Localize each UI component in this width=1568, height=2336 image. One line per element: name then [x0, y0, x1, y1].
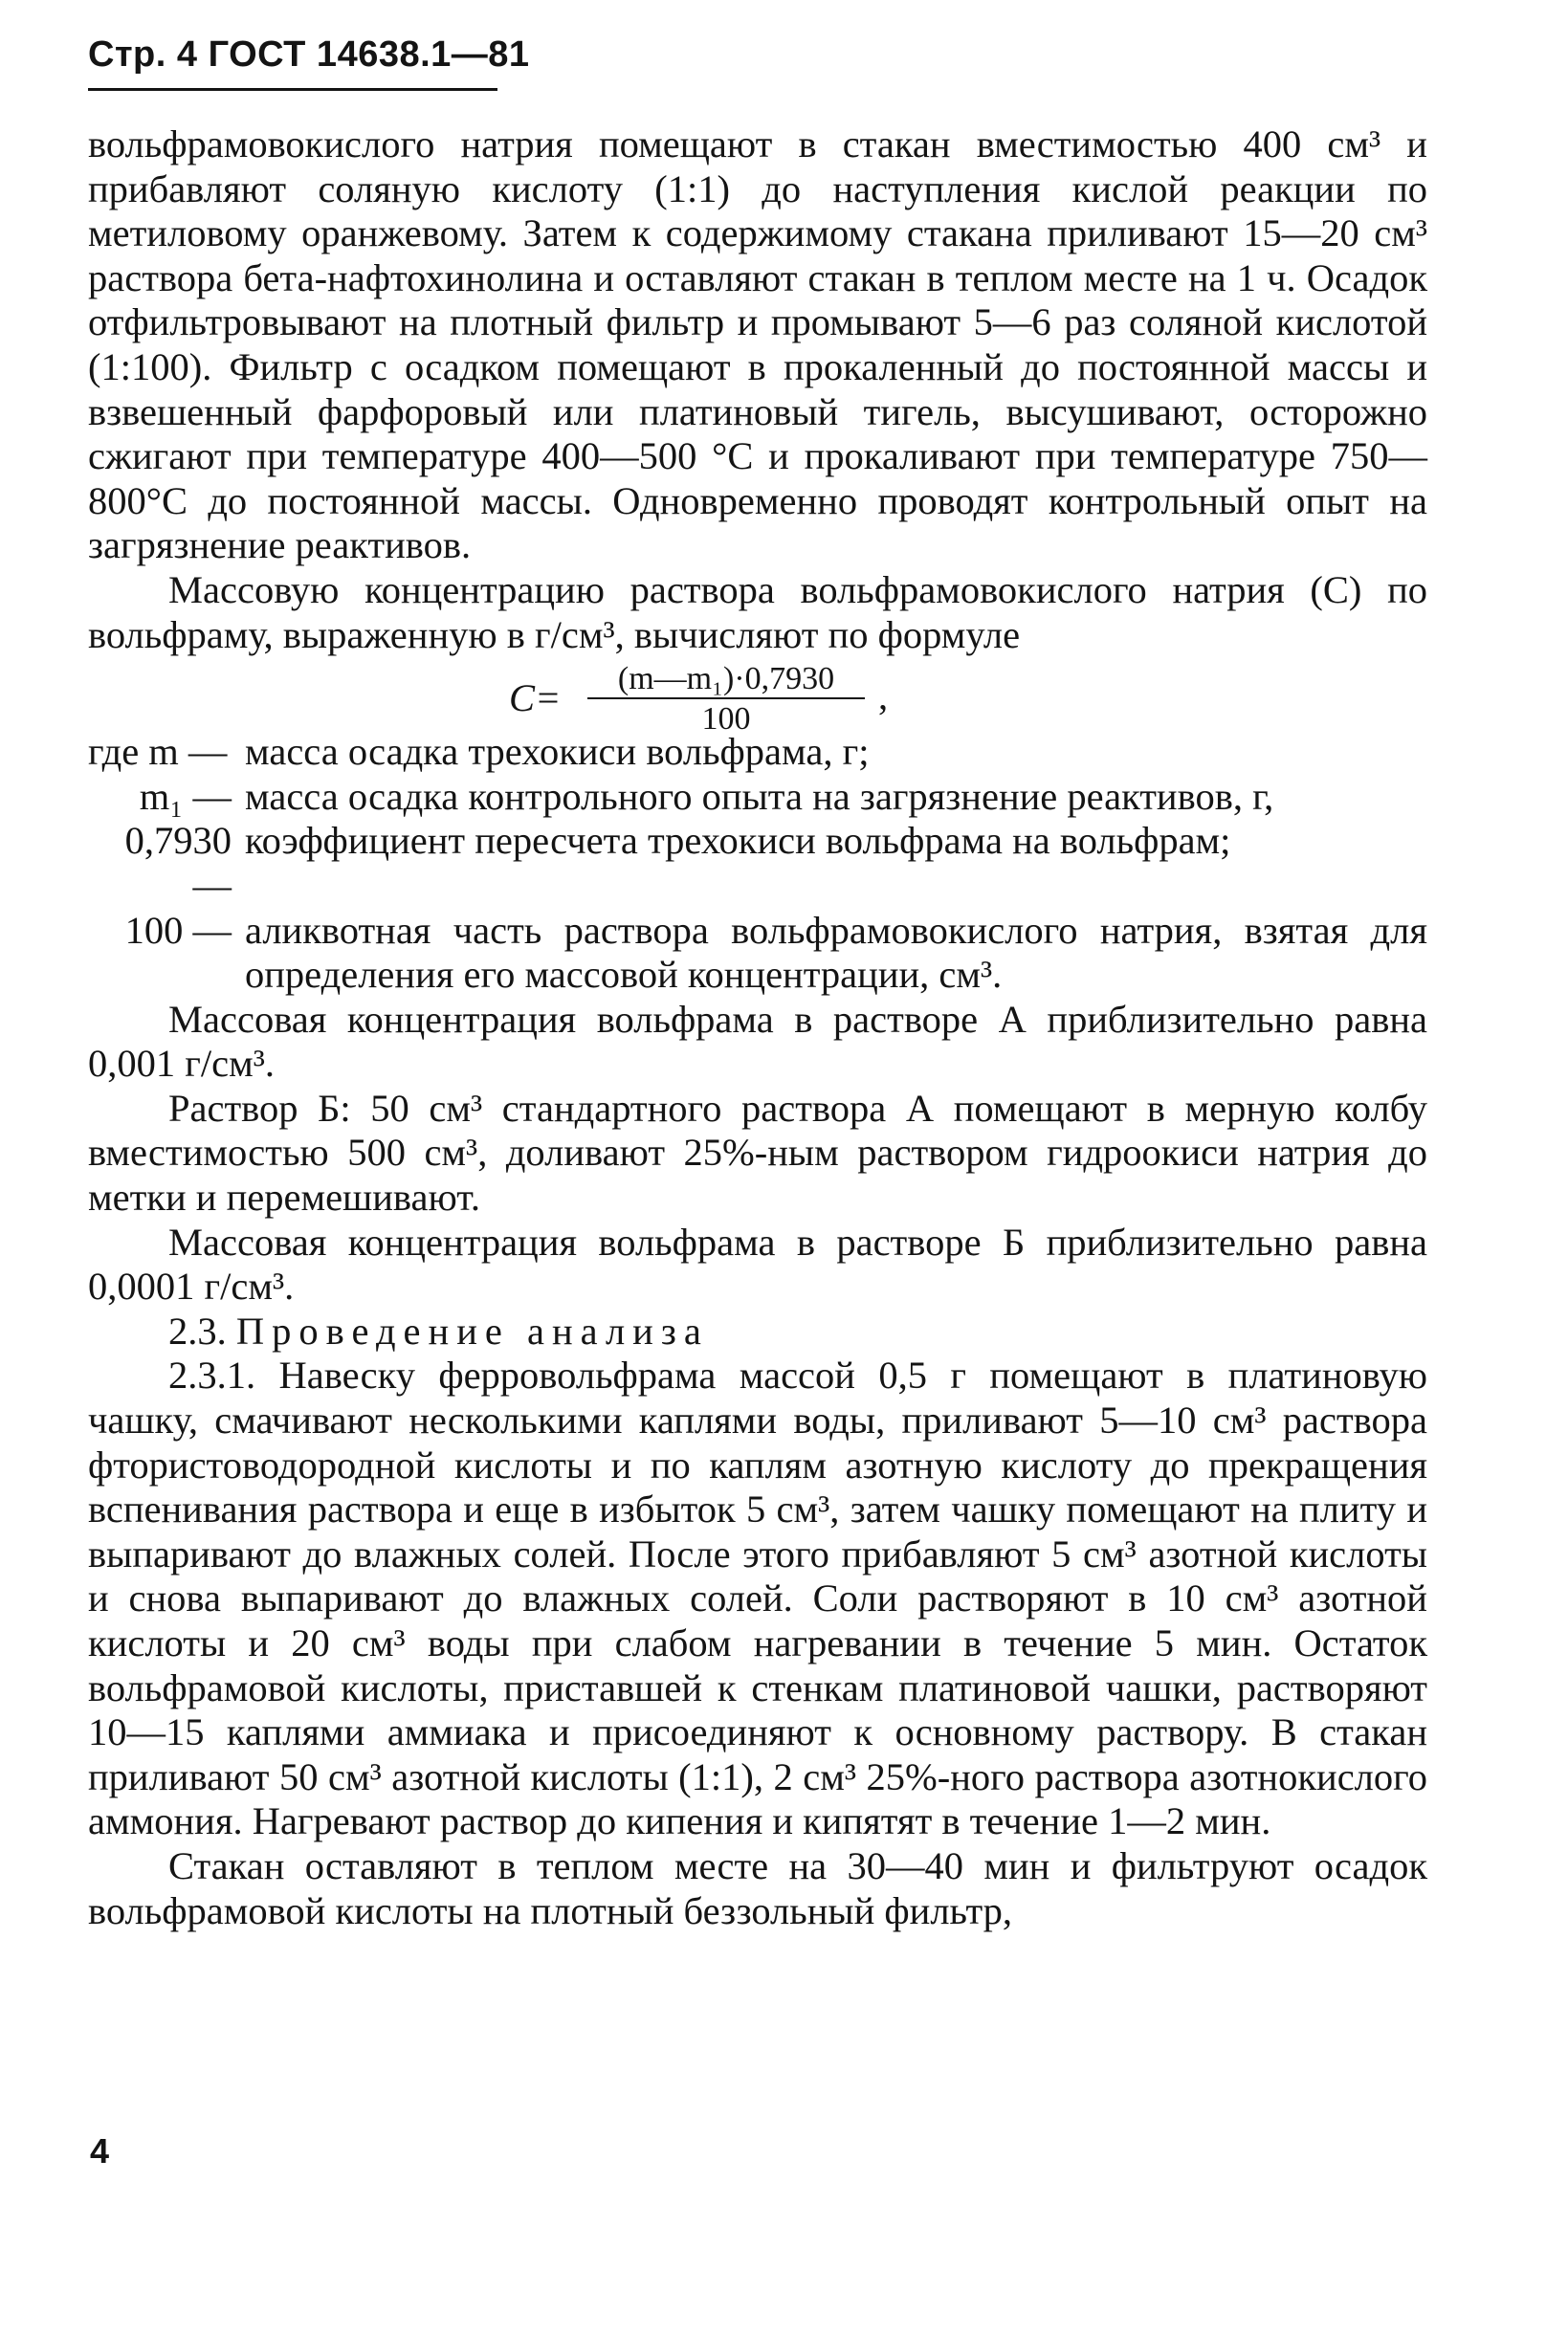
body-text	[88, 122, 1427, 1933]
formula-fraction	[587, 663, 865, 736]
legend-symbol: где m —	[88, 730, 228, 774]
legend-text: масса осадка контрольного опыта на загрязнение реактивов, г,	[245, 774, 1274, 818]
formula-legend	[88, 730, 1427, 998]
paragraph: Массовая концентрация вольфрама в растворе А приблизительно равна 0,001 г/см³.	[88, 997, 1427, 1086]
section-number: 2.3.	[168, 1309, 227, 1353]
paragraph: Массовая концентрация вольфрама в растворе Б приблизительно равна 0,0001 г/см³.	[88, 1220, 1427, 1309]
legend-item	[88, 819, 1427, 908]
header-rule	[88, 88, 497, 91]
paragraph: 2.3.1. Навеску ферровольфрама массой 0,5 г помещают в платиновую чашку, смачивают несколькими каплями воды, приливают 5—10 см³ раствора фтористоводородной кислоты и по каплям азотную кислоту до прекращения вспенивания раствора и еще в избыток 5 см³, затем чашку помещают на плиту и выпаривают до влажных солей. После этого прибавляют 5 см³ азотной кислоты и снова выпаривают до влажных солей. Соли растворяют в 10 см³ азотной кислоты и 20 см³ воды при слабом нагревании в течение 5 мин. Остаток вольфрамовой кислоты, приставшей к стенкам платиновой чашки, растворяют 10—15 каплями аммиака и присоединяют к основному раствору. В стакан приливают 50 см³ азотной кислоты (1:1), 2 см³ 25%-ного раствора азотнокислого аммония. Нагревают раствор до кипения и кипятят в течение 1—2 мин.	[88, 1354, 1427, 1843]
legend-item	[88, 909, 1427, 998]
legend-symbol: m₁ —	[139, 774, 232, 818]
paragraph: вольфрамовокислого натрия помещают в стакан вместимостью 400 см³ и прибавляют соляную кислоту (1:1) до наступления кислой реакции по метиловому оранжевому. Затем к содержимому стакана приливают 15—20 см³ раствора бета-нафтохинолина и оставляют стакан в теплом месте на 1 ч. Осадок отфильтровывают на плотный фильтр и промывают 5—6 раз соляной кислотой (1:100). Фильтр с осадком помещают в прокаленный до постоянной массы и взвешенный фарфоровый или платиновый тигель, высушивают, осторожно сжигают при температуре 400—500 °С и прокаливают при температуре 750—800°С до постоянной массы. Одновременно проводят контрольный опыт на загрязнение реактивов.	[88, 122, 1427, 567]
section-title: Проведение анализа	[235, 1309, 709, 1353]
paragraph: Стакан оставляют в теплом месте на 30—40 мин и фильтруют осадок вольфрамовой кислоты на плотный беззольный фильтр,	[88, 1843, 1427, 1932]
formula	[509, 661, 1427, 738]
formula-comma: ,	[878, 674, 889, 718]
paragraph: Массовую концентрацию раствора вольфрамовокислого натрия (С) по вольфраму, выраженную в г/см³, вычисляют по формуле	[88, 567, 1427, 656]
formula-denominator: 100	[701, 701, 751, 738]
page-number: 4	[90, 2131, 110, 2171]
running-header: Стр. 4 ГОСТ 14638.1—81	[88, 34, 530, 75]
formula-numerator: (m—m₁)·0,7930	[587, 663, 865, 699]
legend-item	[88, 775, 1427, 820]
legend-item	[88, 730, 1427, 775]
legend-symbol: 100 —	[124, 908, 232, 952]
formula-lhs: С=	[509, 676, 562, 720]
section-heading	[88, 1310, 1427, 1355]
legend-symbol: 0,7930 —	[124, 819, 232, 907]
legend-text: аликвотная часть раствора вольфрамовокислого натрия, взятая для определения его массовой концентрации, см³.	[245, 908, 1427, 997]
legend-text: коэффициент пересчета трехокиси вольфрама на вольфрам;	[245, 819, 1231, 863]
legend-text: масса осадка трехокиси вольфрама, г;	[245, 730, 870, 774]
paragraph: Раствор Б: 50 см³ стандартного раствора А помещают в мерную колбу вместимостью 500 см³, доливают 25%-ным раствором гидроокиси натрия до метки и перемешивают.	[88, 1086, 1427, 1220]
